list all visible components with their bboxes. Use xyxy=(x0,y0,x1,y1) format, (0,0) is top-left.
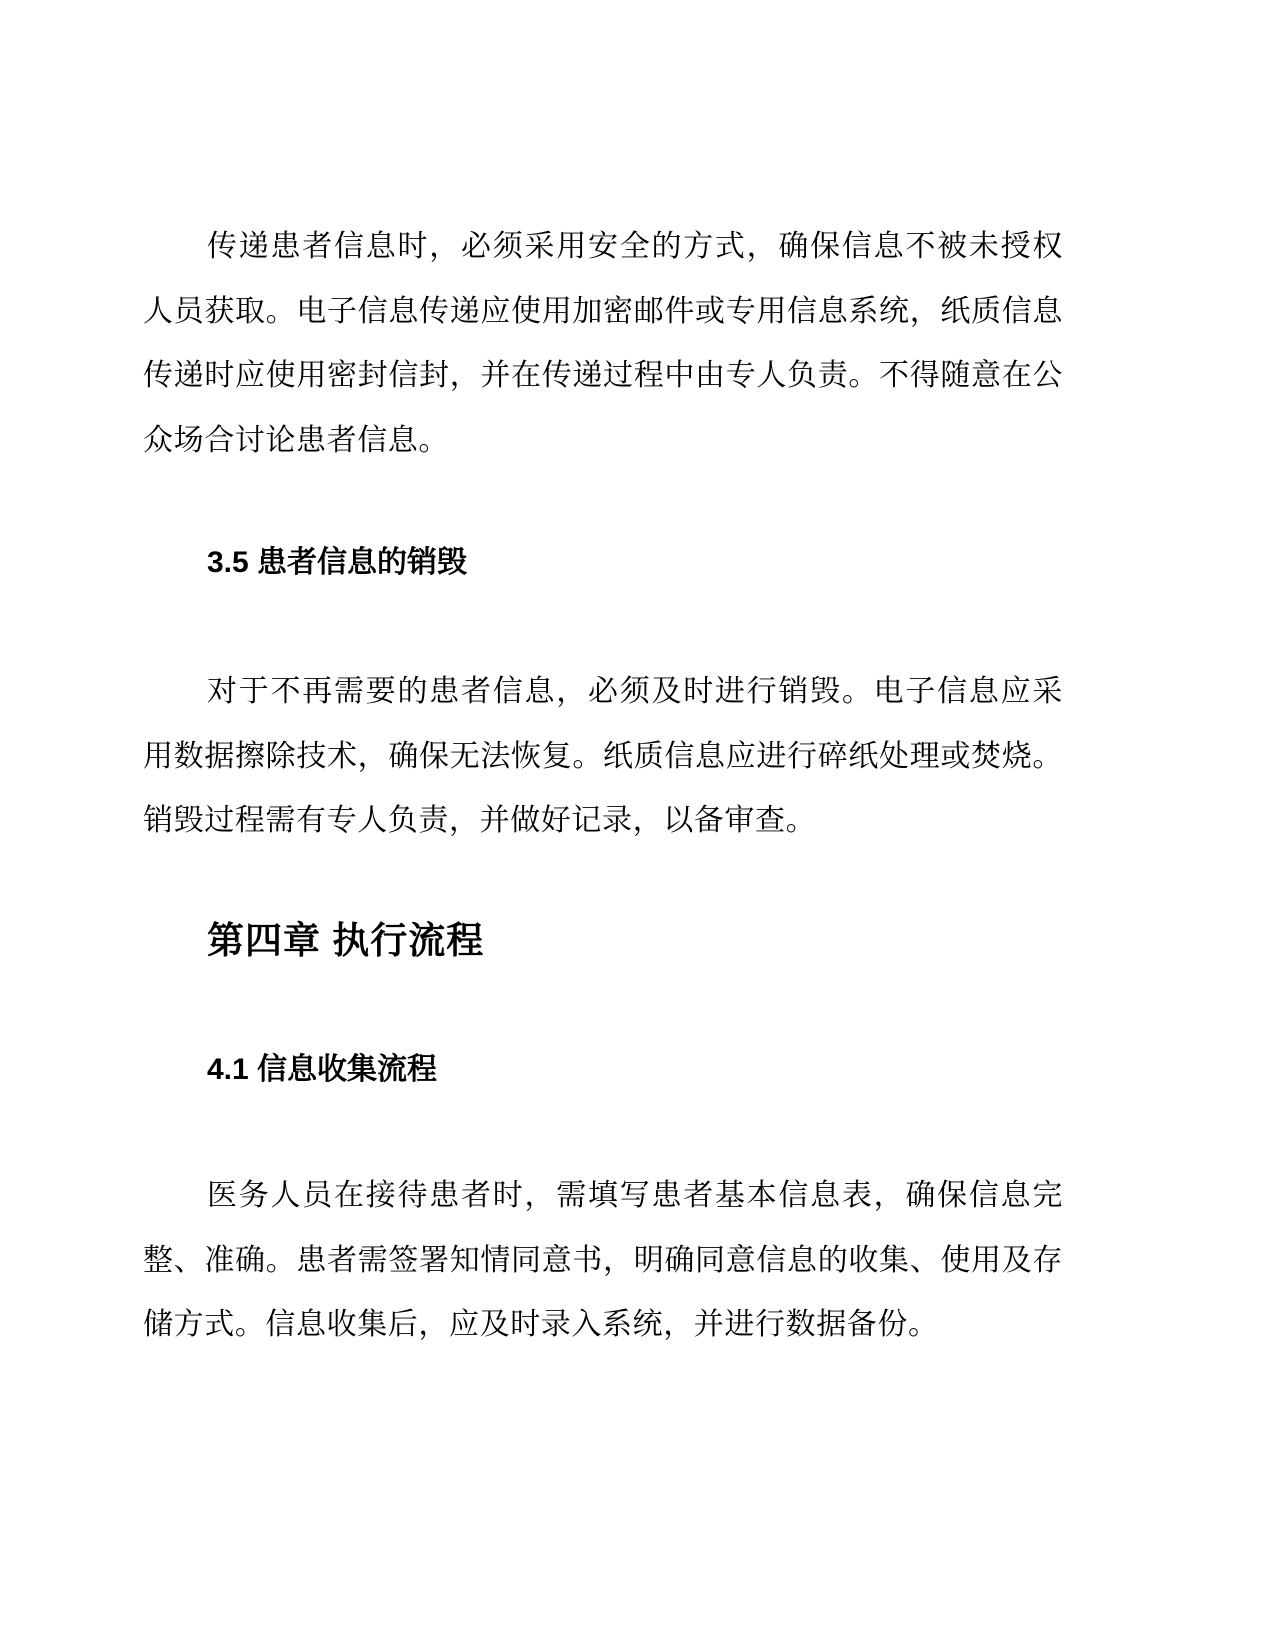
paragraph-info-collection: 医务人员在接待患者时，需填写患者基本信息表，确保信息完整、准确。患者需签署知情同意书，明确同意信息的收集、使用及存储方式。信息收集后，应及时录入系统，并进行数据备份。 xyxy=(143,1179,1063,1341)
chapter-heading-4: 第四章 执行流程 xyxy=(207,920,485,961)
section-heading-4-1: 4.1 信息收集流程 xyxy=(207,1053,438,1086)
paragraph-info-transmission: 传递患者信息时，必须采用安全的方式，确保信息不被未授权人员获取。电子信息传递应使用加密邮件或专用信息系统，纸质信息传递时应使用密封信封，并在传递过程中由专人负责。不得随意在公众场合讨论患者信息。 xyxy=(143,230,1063,457)
paragraph-info-destruction: 对于不再需要的患者信息，必须及时进行销毁。电子信息应采用数据擦除技术，确保无法恢复。纸质信息应进行碎纸处理或焚烧。销毁过程需有专人负责，并做好记录，以备审查。 xyxy=(143,675,1063,837)
section-heading-3-5: 3.5 患者信息的销毁 xyxy=(207,546,468,579)
